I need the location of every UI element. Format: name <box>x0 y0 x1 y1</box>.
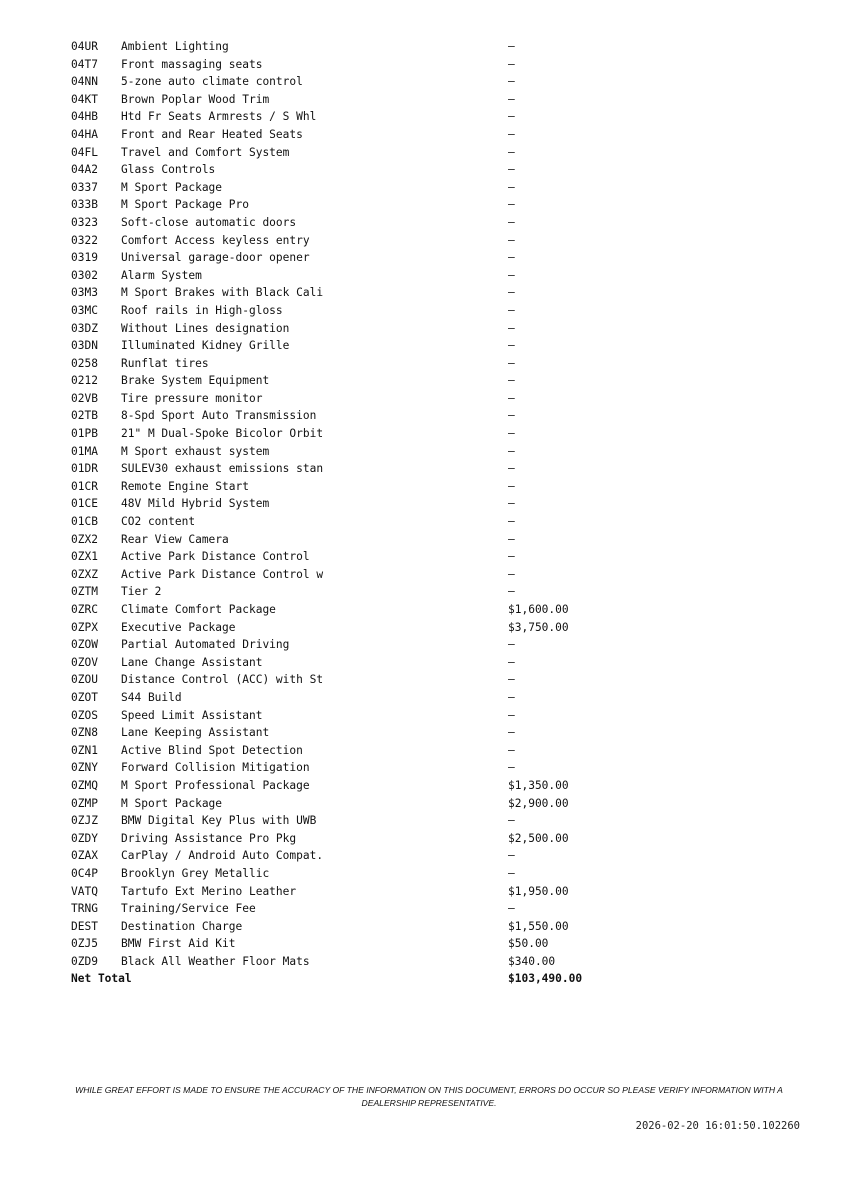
option-description: Rear View Camera <box>121 532 229 546</box>
option-description: Training/Service Fee <box>121 902 256 916</box>
option-code: 0ZPX <box>71 620 98 634</box>
option-row <box>71 935 631 953</box>
option-price: — <box>508 110 515 124</box>
option-description: Speed Limit Assistant <box>121 708 263 722</box>
option-row <box>71 759 631 777</box>
option-row <box>71 689 631 707</box>
option-code: 04NN <box>71 75 98 89</box>
option-description: Distance Control (ACC) with St <box>121 673 324 687</box>
option-code: 0ZOS <box>71 708 98 722</box>
option-price: — <box>508 92 515 106</box>
option-code: 0ZXZ <box>71 567 98 581</box>
option-price: — <box>508 127 515 141</box>
option-code: 0ZN8 <box>71 726 98 740</box>
option-price: — <box>508 462 515 476</box>
option-row <box>71 56 631 74</box>
option-code: 0337 <box>71 180 98 194</box>
option-price: $50.00 <box>508 937 549 951</box>
option-code: 0ZJ5 <box>71 937 98 951</box>
option-description: Active Park Distance Control w <box>121 567 324 581</box>
option-price: $1,600.00 <box>508 603 569 616</box>
option-price: — <box>508 427 515 441</box>
option-price: $3,750.00 <box>508 620 569 634</box>
option-row <box>71 830 631 848</box>
option-code: 0ZOT <box>71 690 98 704</box>
option-price: — <box>508 497 515 511</box>
option-description: Roof rails in High-gloss <box>121 303 283 317</box>
option-row <box>71 232 631 250</box>
option-price: — <box>508 180 515 194</box>
option-code: 03DZ <box>71 321 98 335</box>
option-code: 01MA <box>71 444 98 458</box>
option-price: — <box>508 708 515 722</box>
option-description: Partial Automated Driving <box>121 638 290 652</box>
option-description: M Sport Package <box>121 796 223 810</box>
option-row <box>71 795 631 813</box>
option-price: — <box>508 40 515 53</box>
option-description: Htd Fr Seats Armrests / S Whl <box>121 110 317 124</box>
option-code: 03MC <box>71 303 98 317</box>
option-description: Comfort Access keyless entry <box>121 233 310 247</box>
option-code: 04A2 <box>71 163 98 177</box>
option-row <box>71 196 631 214</box>
option-description: Brake System Equipment <box>121 374 270 388</box>
option-description: M Sport Brakes with Black Cali <box>121 286 324 300</box>
option-description: CarPlay / Android Auto Compat. <box>121 849 324 863</box>
option-row <box>71 601 631 619</box>
option-code: 0ZAX <box>71 849 98 863</box>
option-code: 0319 <box>71 251 98 265</box>
option-row <box>71 108 631 126</box>
option-code: 04T7 <box>71 57 98 71</box>
option-code: 0ZRC <box>71 603 98 616</box>
option-description: Active Park Distance Control <box>121 550 310 564</box>
option-description: Runflat tires <box>121 356 209 370</box>
option-row <box>71 918 631 936</box>
option-code: 0323 <box>71 215 98 229</box>
option-description: BMW First Aid Kit <box>121 937 236 951</box>
option-row <box>71 161 631 179</box>
option-price: — <box>508 902 515 916</box>
option-price: — <box>508 233 515 247</box>
option-row <box>71 548 631 566</box>
print-timestamp: 2026-02-20 16:01:50.102260 <box>635 1120 800 1132</box>
option-description: Ambient Lighting <box>121 40 229 53</box>
option-price: — <box>508 585 515 599</box>
option-description: M Sport Package Pro <box>121 198 249 212</box>
option-code: VATQ <box>71 884 98 898</box>
option-code: 03M3 <box>71 286 98 300</box>
option-code: 0ZJZ <box>71 814 98 828</box>
disclaimer-text: WHILE GREAT EFFORT IS MADE TO ENSURE THE ACCURACY OF THE INFORMATION ON THIS DOCUMENT, ERRORS DO OCCUR SO PLEASE VERIFY INFORMATION WITH A DEALERSHIP REPRESENTATIVE. <box>75 1085 783 1108</box>
option-description: Without Lines designation <box>121 321 290 335</box>
option-description: Driving Assistance Pro Pkg <box>121 831 297 845</box>
option-description: Executive Package <box>121 620 236 634</box>
option-description: 21" M Dual-Spoke Bicolor Orbit <box>121 427 324 441</box>
option-row <box>71 320 631 338</box>
option-row <box>71 619 631 637</box>
option-code: 0ZMQ <box>71 778 98 792</box>
option-price: — <box>508 215 515 229</box>
option-row <box>71 460 631 478</box>
option-code: 0ZX2 <box>71 532 98 546</box>
option-price: — <box>508 57 515 71</box>
option-price: $340.00 <box>508 954 556 968</box>
option-code: 0ZOU <box>71 673 98 687</box>
option-row <box>71 126 631 144</box>
option-price: — <box>508 655 515 669</box>
option-description: M Sport Professional Package <box>121 778 310 792</box>
option-price: — <box>508 479 515 493</box>
option-row <box>71 847 631 865</box>
option-code: 0ZD9 <box>71 954 98 968</box>
option-description: Climate Comfort Package <box>121 603 276 616</box>
option-description: Forward Collision Mitigation <box>121 761 310 775</box>
option-row <box>71 38 631 56</box>
net-total-value: $103,490.00 <box>508 972 583 986</box>
option-code: 0ZDY <box>71 831 98 845</box>
option-price: — <box>508 638 515 652</box>
option-description: BMW Digital Key Plus with UWB <box>121 814 317 828</box>
option-description: Tartufo Ext Merino Leather <box>121 884 297 898</box>
option-price: — <box>508 321 515 335</box>
option-price: — <box>508 743 515 757</box>
option-code: 0302 <box>71 268 98 282</box>
option-price: — <box>508 374 515 388</box>
option-row <box>71 883 631 901</box>
option-description: Remote Engine Start <box>121 479 249 493</box>
option-description: Universal garage-door opener <box>121 251 310 265</box>
option-code: 01CE <box>71 497 98 511</box>
option-code: 0258 <box>71 356 98 370</box>
option-row <box>71 249 631 267</box>
option-code: 04KT <box>71 92 98 106</box>
option-price: — <box>508 391 515 405</box>
option-price: — <box>508 268 515 282</box>
option-description: Illuminated Kidney Grille <box>121 339 290 353</box>
option-description: Destination Charge <box>121 919 243 933</box>
option-row <box>71 337 631 355</box>
option-row <box>71 372 631 390</box>
option-code: TRNG <box>71 902 98 916</box>
option-row <box>71 724 631 742</box>
option-price: $1,950.00 <box>508 884 569 898</box>
option-description: CO2 content <box>121 515 196 529</box>
option-row <box>71 900 631 918</box>
option-price: — <box>508 409 515 423</box>
option-price: $2,500.00 <box>508 831 569 845</box>
option-row <box>71 267 631 285</box>
option-description: Tire pressure monitor <box>121 391 263 405</box>
option-price: — <box>508 251 515 265</box>
option-price: — <box>508 444 515 458</box>
option-price: — <box>508 303 515 317</box>
option-row <box>71 865 631 883</box>
option-row <box>71 73 631 91</box>
option-row <box>71 390 631 408</box>
option-row <box>71 812 631 830</box>
option-code: 02VB <box>71 391 98 405</box>
option-price: — <box>508 849 515 863</box>
option-price: — <box>508 673 515 687</box>
option-code: 0ZOW <box>71 638 98 652</box>
net-total-row <box>71 970 631 988</box>
option-price: — <box>508 145 515 159</box>
option-row <box>71 654 631 672</box>
option-code: 0ZX1 <box>71 550 98 564</box>
option-row <box>71 443 631 461</box>
option-row <box>71 531 631 549</box>
option-row <box>71 636 631 654</box>
option-price: $2,900.00 <box>508 796 569 810</box>
option-row <box>71 407 631 425</box>
option-code: 01DR <box>71 462 98 476</box>
option-code: 0ZOV <box>71 655 98 669</box>
option-price: — <box>508 356 515 370</box>
option-code: 01CR <box>71 479 98 493</box>
option-description: M Sport Package <box>121 180 223 194</box>
option-row <box>71 284 631 302</box>
option-description: Brown Poplar Wood Trim <box>121 92 270 106</box>
option-price: $1,550.00 <box>508 919 569 933</box>
option-price: $1,350.00 <box>508 778 569 792</box>
option-price: — <box>508 814 515 828</box>
option-price: — <box>508 726 515 740</box>
option-description: Soft-close automatic doors <box>121 215 297 229</box>
option-description: Front massaging seats <box>121 57 263 71</box>
option-code: 0ZNY <box>71 761 98 775</box>
option-row <box>71 302 631 320</box>
option-row <box>71 179 631 197</box>
option-description: 5-zone auto climate control <box>121 75 303 89</box>
option-row <box>71 671 631 689</box>
option-price: — <box>508 198 515 212</box>
option-description: Brooklyn Grey Metallic <box>121 866 270 880</box>
option-rows <box>71 38 631 970</box>
option-code: 02TB <box>71 409 98 423</box>
option-code: 0322 <box>71 233 98 247</box>
option-price: — <box>508 75 515 89</box>
option-code: 0ZN1 <box>71 743 98 757</box>
option-description: Lane Keeping Assistant <box>121 726 270 740</box>
option-description: Travel and Comfort System <box>121 145 290 159</box>
option-price: — <box>508 515 515 529</box>
option-code: 04HA <box>71 127 98 141</box>
option-code: 04UR <box>71 40 98 53</box>
option-price: — <box>508 532 515 546</box>
option-description: SULEV30 exhaust emissions stan <box>121 462 324 476</box>
option-row <box>71 513 631 531</box>
option-code: 04FL <box>71 145 98 159</box>
option-price: — <box>508 163 515 177</box>
options-table <box>71 38 631 988</box>
option-price: — <box>508 286 515 300</box>
option-description: 48V Mild Hybrid System <box>121 497 270 511</box>
option-description: Front and Rear Heated Seats <box>121 127 303 141</box>
option-code: 04HB <box>71 110 98 124</box>
option-row <box>71 707 631 725</box>
option-description: S44 Build <box>121 690 182 704</box>
option-description: Lane Change Assistant <box>121 655 263 669</box>
option-description: Active Blind Spot Detection <box>121 743 303 757</box>
option-row <box>71 742 631 760</box>
option-price: — <box>508 339 515 353</box>
option-price: — <box>508 567 515 581</box>
option-description: M Sport exhaust system <box>121 444 270 458</box>
option-code: 033B <box>71 198 98 212</box>
option-description: 8-Spd Sport Auto Transmission <box>121 409 317 423</box>
option-description: Glass Controls <box>121 163 216 177</box>
option-row <box>71 495 631 513</box>
option-row <box>71 583 631 601</box>
option-code: 0212 <box>71 374 98 388</box>
option-row <box>71 144 631 162</box>
option-price: — <box>508 550 515 564</box>
option-description: Alarm System <box>121 268 202 282</box>
option-row <box>71 566 631 584</box>
option-description: Black All Weather Floor Mats <box>121 954 310 968</box>
option-price: — <box>508 690 515 704</box>
option-code: 01CB <box>71 515 98 529</box>
option-row <box>71 953 631 971</box>
option-code: 01PB <box>71 427 98 441</box>
option-row <box>71 478 631 496</box>
option-price: — <box>508 866 515 880</box>
option-code: 0ZTM <box>71 585 98 599</box>
option-description: Tier 2 <box>121 585 162 599</box>
option-code: 0C4P <box>71 866 98 880</box>
option-code: 0ZMP <box>71 796 98 810</box>
option-price: — <box>508 761 515 775</box>
option-code: DEST <box>71 919 98 933</box>
option-row <box>71 777 631 795</box>
option-row <box>71 91 631 109</box>
option-code: 03DN <box>71 339 98 353</box>
option-row <box>71 214 631 232</box>
option-row <box>71 355 631 373</box>
net-total-label: Net Total <box>71 972 132 986</box>
option-row <box>71 425 631 443</box>
